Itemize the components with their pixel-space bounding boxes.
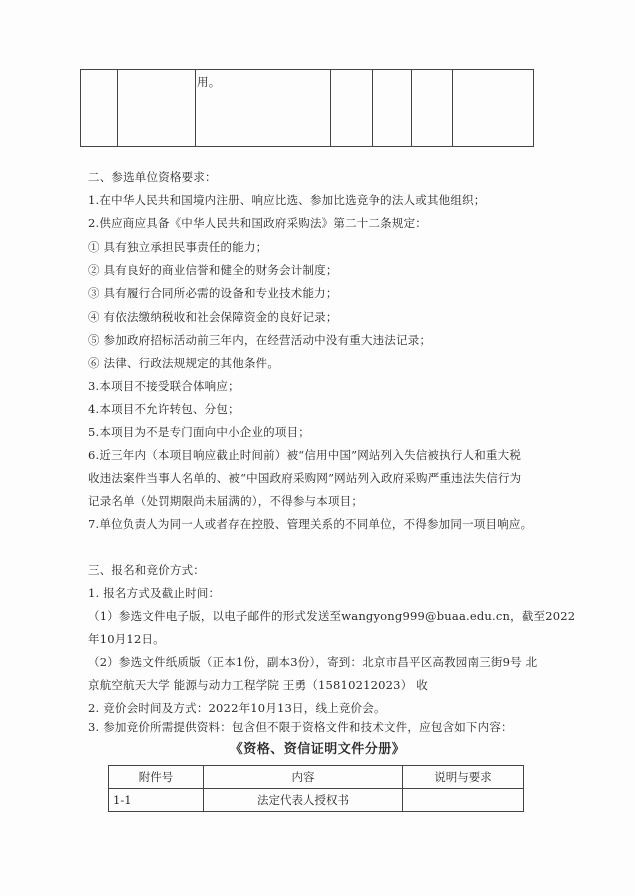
table-cell	[403, 789, 524, 812]
list-item: 收违法案件当事人名单的、被“中国政府采购网”网站列入政府采购严重违法失信行为	[88, 471, 522, 485]
table-cell: 1-1	[109, 789, 204, 812]
list-item: 1. 报名方式及截止时间：	[88, 586, 221, 600]
table-header-row	[109, 766, 524, 789]
list-item: ⑤ 参加政府招标活动前三年内，在经营活动中没有重大违法记录；	[88, 333, 432, 347]
list-item: ④ 有依法缴纳税收和社会保障资金的良好记录；	[88, 310, 338, 324]
section-heading: 三、报名和竞价方式：	[88, 563, 205, 577]
table-column-divider	[195, 70, 196, 146]
continuation-table	[80, 69, 534, 147]
section-heading: 二、参选单位资格要求：	[88, 170, 217, 184]
column-header: 说明与要求	[403, 766, 524, 789]
table-column-divider	[372, 70, 373, 146]
list-item: （2）参选文件纸质版（正本1份，副本3份），寄到：北京市昌平区高教园南三街9号 北	[88, 655, 538, 669]
list-item: ① 具有独立承担民事责任的能力；	[88, 240, 268, 254]
column-header: 附件号	[109, 766, 204, 789]
document-title: 《资格、资信证明文件分册》	[229, 742, 406, 757]
list-item: ② 具有良好的商业信誉和健全的财务会计制度；	[88, 263, 338, 277]
table-cell-text: 用。	[197, 75, 221, 89]
list-item: 1.在中华人民共和国境内注册、响应比选、参加比选竞争的法人或其他组织；	[88, 193, 486, 207]
table-column-divider	[117, 70, 118, 146]
list-item: （1）参选文件电子版，以电子邮件的形式发送至wangyong999@buaa.edu.cn，截至2022	[88, 609, 576, 623]
list-item: 7.单位负责人为同一人或者存在控股、管理关系的不同单位，不得参加同一项目响应。	[88, 517, 533, 531]
list-item: 京航空航天大学 能源与动力工程学院 王勇（15810212023） 收	[88, 678, 428, 692]
table-column-divider	[411, 70, 412, 146]
qualification-table	[108, 765, 524, 812]
list-item: 4.本项目不允许转包、分包；	[88, 402, 240, 416]
list-item: 年10月12日。	[88, 632, 165, 646]
list-item: 3.本项目不接受联合体响应；	[88, 379, 240, 393]
list-item: 5.本项目为不是专门面向中小企业的项目；	[88, 425, 310, 439]
table-cell: 法定代表人授权书	[204, 789, 403, 812]
list-item: 2.供应商应具备《中华人民共和国政府采购法》第二十二条规定：	[88, 216, 427, 230]
list-item: ⑥ 法律、行政法规规定的其他条件。	[88, 356, 280, 370]
list-item: 3. 参加竞价所需提供资料：包含但不限于资格文件和技术文件，应包含如下内容：	[88, 720, 513, 734]
table-column-divider	[330, 70, 331, 146]
column-header: 内容	[204, 766, 403, 789]
list-item: 2. 竞价会时间及方式：2022年10月13日，线上竞价会。	[88, 701, 386, 715]
table-row	[109, 789, 524, 812]
list-item: 记录名单（处罚期限尚未届满的），不得参与本项目；	[88, 494, 364, 508]
table-column-divider	[452, 70, 453, 146]
list-item: 6.近三年内（本项目响应截止时间前）被“信用中国”网站列入失信被执行人和重大税	[88, 448, 522, 462]
list-item: ③ 具有履行合同所必需的设备和专业技术能力；	[88, 286, 338, 300]
